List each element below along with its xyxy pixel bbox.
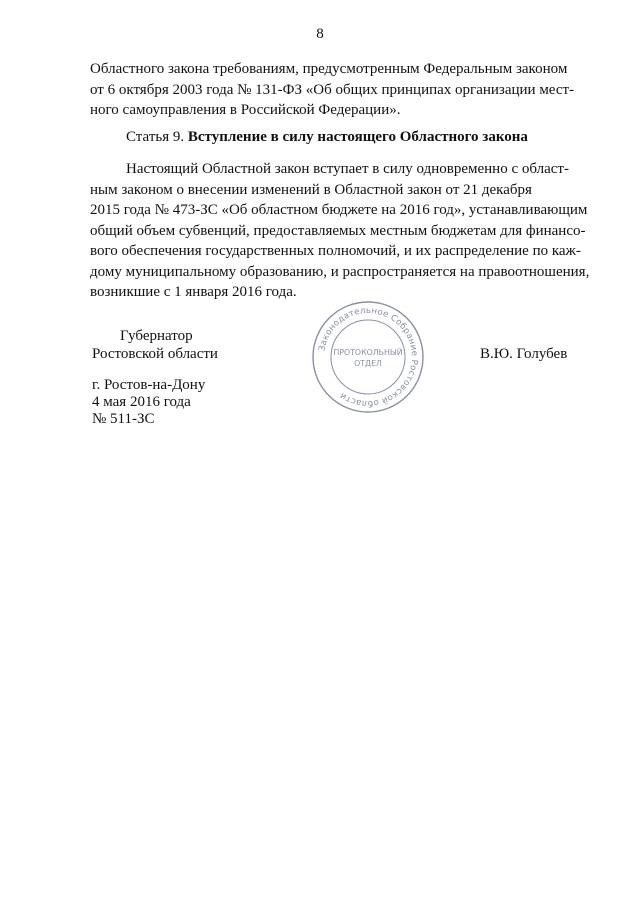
- article-number: Статья 9.: [126, 129, 185, 145]
- paragraph-line: Настоящий Областной закон вступает в силу одновременно с област-: [126, 161, 569, 177]
- article-title: Вступление в силу настоящего Областного закона: [187, 129, 528, 145]
- law-number: № 511-ЗС: [92, 411, 155, 427]
- stamp-inner-line1: ПРОТОКОЛЬНЫЙ: [333, 348, 403, 357]
- stamp-outer-ring: [313, 302, 423, 412]
- paragraph-line: ного самоуправления в Российской Федерации».: [90, 102, 401, 118]
- official-stamp: [311, 300, 425, 414]
- article-body-paragraph: [90, 159, 595, 303]
- paragraph-line: вого обеспечения государственных полномочий, и их распределение по каж-: [90, 243, 581, 259]
- paragraph-line: дому муниципальному образованию, и распространяется на правоотношения,: [90, 263, 590, 280]
- svg-text:Законодательное Собрание Росто: [317, 306, 419, 408]
- paragraph-line: возникшие с 1 января 2016 года.: [90, 284, 297, 300]
- law-date: 4 мая 2016 года: [92, 394, 191, 410]
- paragraph-line: ным законом о внесении изменений в Областной закон от 21 декабря: [90, 181, 532, 198]
- page-number: 8: [316, 26, 324, 42]
- stamp-inner-line2: ОТДЕЛ: [354, 359, 382, 368]
- paragraph-line: Областного закона требованиям, предусмотренным Федеральным законом: [90, 61, 568, 77]
- article-heading: [126, 127, 606, 148]
- signatory-name: В.Ю. Голубев: [480, 346, 568, 362]
- position-title: Губернатор: [120, 328, 193, 344]
- paragraph-line: от 6 октября 2003 года № 131-ФЗ «Об общих принципах организации мест-: [90, 81, 575, 98]
- stamp-inner-ring: [331, 320, 405, 394]
- position-region: Ростовской области: [92, 346, 218, 362]
- law-place: г. Ростов-на-Дону: [92, 377, 206, 393]
- paragraph-line: 2015 года № 473-ЗС «Об областном бюджете на 2016 год», устанавливающим: [90, 202, 588, 218]
- law-details: [92, 377, 205, 428]
- paragraph-line: общий объем субвенций, предоставляемых местным бюджетам для финансо-: [90, 222, 586, 239]
- continuation-paragraph: [90, 59, 595, 121]
- signatory-position: [92, 327, 232, 363]
- stamp-outer-text: Законодательное Собрание Ростовской области: [317, 305, 420, 409]
